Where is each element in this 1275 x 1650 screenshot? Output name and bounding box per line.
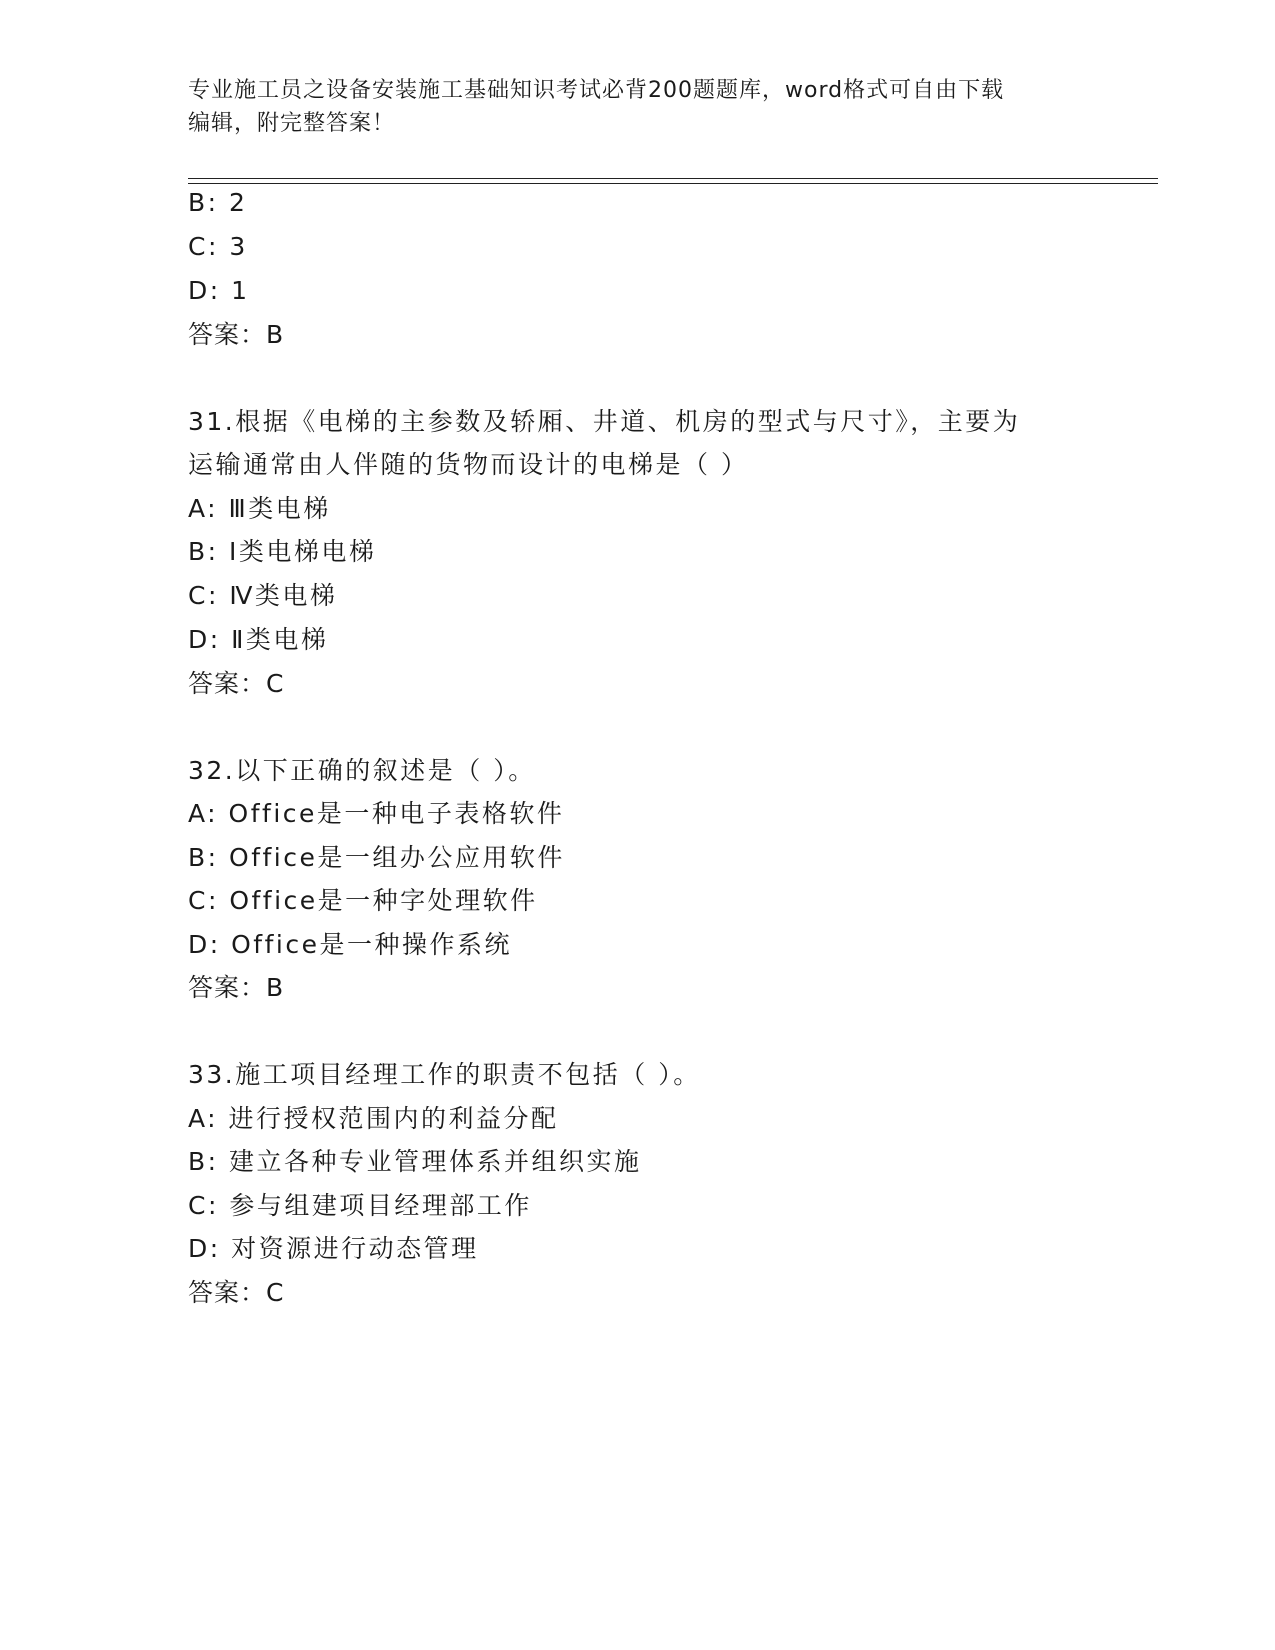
prev-option-d: D: 1 [188,276,250,305]
q31-option-d: D: Ⅱ类电梯 [188,625,329,654]
prev-option-c: C: 3 [188,232,248,261]
q31-option-b: B: Ⅰ类电梯电梯 [188,537,377,566]
q31-stem-line-1: 31.根据《电梯的主参数及轿厢、井道、机房的型式与尺寸》，主要为 [188,407,1021,436]
q31-answer: 答案：C [188,669,285,698]
header-line-2: 编辑，附完整答案！ [188,111,396,136]
q33-option-d: D: 对资源进行动态管理 [188,1234,479,1263]
document-header [188,74,1088,140]
q33-option-c: C: 参与组建项目经理部工作 [188,1191,532,1220]
header-line-1: 专业施工员之设备安装施工基础知识考试必背200题题库，word格式可自由下载 [188,78,1005,103]
q32-option-c: C: Office是一种字处理软件 [188,886,538,915]
q31-option-c: C: Ⅳ类电梯 [188,581,338,610]
prev-answer: 答案：B [188,320,285,349]
q33-stem: 33.施工项目经理工作的职责不包括（ ）。 [188,1060,701,1089]
q33-answer: 答案：C [188,1278,285,1307]
q32-option-d: D: Office是一种操作系统 [188,930,512,959]
q33-option-b: B: 建立各种专业管理体系并组织实施 [188,1147,642,1176]
prev-option-b: B: 2 [188,188,248,217]
q32-option-a: A: Office是一种电子表格软件 [188,799,565,828]
q32-option-b: B: Office是一组办公应用软件 [188,843,565,872]
q31-stem-line-2: 运输通常由人伴随的货物而设计的电梯是（ ） [188,450,749,479]
q31-option-a: A: Ⅲ类电梯 [188,494,331,523]
header-divider-top [188,178,1158,179]
q33-option-a: A: 进行授权范围内的利益分配 [188,1104,559,1133]
q32-answer: 答案：B [188,973,285,1002]
q32-stem: 32.以下正确的叙述是（ ）。 [188,756,536,785]
header-divider-bottom [188,183,1158,184]
